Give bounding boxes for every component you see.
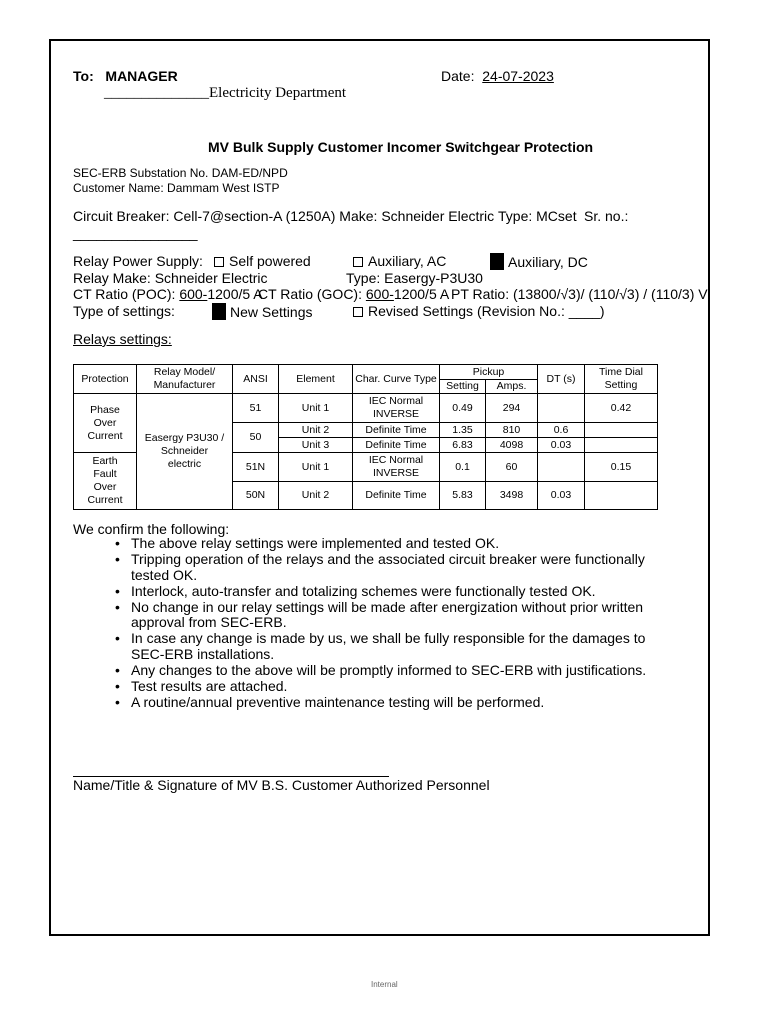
cell-tds xyxy=(585,423,658,438)
option-new-settings[interactable] xyxy=(212,303,312,320)
cell-setting: 0.49 xyxy=(440,394,486,423)
list-item: • The above relay settings were implemented and tested OK. xyxy=(131,536,671,552)
relays-settings-heading: Relays settings: xyxy=(73,331,172,347)
cell-dt: 0.03 xyxy=(538,482,585,510)
to-label: To: xyxy=(73,68,94,84)
relay-settings-table xyxy=(73,364,658,510)
date-label: Date: xyxy=(441,68,475,84)
cell-amps: 294 xyxy=(486,394,538,423)
department-line xyxy=(104,85,346,102)
header-setting: Setting xyxy=(440,380,486,394)
list-item: • Test results are attached. xyxy=(131,679,671,695)
checkbox-icon xyxy=(214,257,224,267)
header-amps: Amps. xyxy=(486,380,538,394)
cell-curve: IEC Normal INVERSE xyxy=(353,394,440,423)
ct-poc-underlined: 600- xyxy=(179,286,208,302)
list-item: • A routine/annual preventive maintenance testing will be performed. xyxy=(131,695,671,711)
to-value: MANAGER xyxy=(105,68,178,84)
date-value: 24-07-2023 xyxy=(482,68,554,84)
cell-element: Unit 3 xyxy=(279,438,353,453)
relay-type: Type: Easergy-P3U30 xyxy=(346,270,483,286)
cell-curve: IEC Normal INVERSE xyxy=(353,453,440,482)
cell-curve: Definite Time xyxy=(353,438,440,453)
checkbox-filled-icon xyxy=(490,253,504,270)
customer-line: Customer Name: Dammam West ISTP xyxy=(73,181,280,195)
to-line xyxy=(73,68,178,84)
breaker-type: Type: MCset xyxy=(498,208,577,224)
relay-make: Relay Make: Schneider Electric xyxy=(73,270,268,286)
cell-dt xyxy=(538,453,585,482)
header-model: Relay Model/ Manufacturer xyxy=(137,365,233,394)
list-item: • Any changes to the above will be promptly informed to SEC-ERB with justifications. xyxy=(131,663,671,679)
cell-element: Unit 1 xyxy=(279,453,353,482)
cell-dt: 0.03 xyxy=(538,438,585,453)
cell-tds xyxy=(585,482,658,510)
cell-element: Unit 2 xyxy=(279,482,353,510)
date-line xyxy=(441,68,554,84)
breaker-serial-label: Sr. no.: xyxy=(584,208,629,224)
ct-poc-rest: 1200/5 A xyxy=(207,286,263,302)
cell-ansi: 50 xyxy=(233,423,279,453)
cell-dt xyxy=(538,394,585,423)
substation-line: SEC-ERB Substation No. DAM-ED/NPD xyxy=(73,166,288,180)
pt-ratio: PT Ratio: (13800/√3)/ (110/√3) / (110/3) V xyxy=(451,286,708,302)
cell-dt: 0.6 xyxy=(538,423,585,438)
header-curve: Char. Curve Type xyxy=(353,365,440,394)
cell-tds xyxy=(585,438,658,453)
option-label: Auxiliary, AC xyxy=(368,253,447,269)
list-item: • In case any change is made by us, we shall be fully responsible for the damages to SEC-ERB installations. xyxy=(131,631,671,662)
table-row xyxy=(74,394,658,423)
cell-setting: 1.35 xyxy=(440,423,486,438)
cell-amps: 60 xyxy=(486,453,538,482)
signature-caption: Name/Title & Signature of MV B.S. Customer Authorized Personnel xyxy=(73,777,490,793)
header-element: Element xyxy=(279,365,353,394)
cell-ansi: 51 xyxy=(233,394,279,423)
header-pickup: Pickup xyxy=(440,365,538,380)
checkbox-filled-icon xyxy=(212,303,226,320)
cell-element: Unit 1 xyxy=(279,394,353,423)
list-item: • Tripping operation of the relays and the associated circuit breaker were functionally tested OK. xyxy=(131,552,671,583)
header-tds: Time Dial Setting xyxy=(585,365,658,394)
option-self-powered[interactable] xyxy=(214,253,311,269)
department-blank: ______________ xyxy=(104,85,209,101)
option-revised-settings[interactable] xyxy=(353,303,605,319)
ct-goc-underlined: 600- xyxy=(365,286,394,302)
option-auxiliary-ac[interactable] xyxy=(353,253,446,269)
cell-ansi: 51N xyxy=(233,453,279,482)
list-item: • Interlock, auto-transfer and totalizing schemes were functionally tested OK. xyxy=(131,584,671,600)
header-ansi: ANSI xyxy=(233,365,279,394)
cell-curve: Definite Time xyxy=(353,482,440,510)
cell-setting: 0.1 xyxy=(440,453,486,482)
ct-ratio-poc xyxy=(73,286,263,302)
option-label: New Settings xyxy=(230,304,313,320)
cell-setting: 5.83 xyxy=(440,482,486,510)
department-name: Electricity Department xyxy=(209,85,347,101)
settings-type-label: Type of settings: xyxy=(73,303,175,319)
ct-poc-prefix: CT Ratio (POC): xyxy=(73,286,180,302)
cell-tds: 0.42 xyxy=(585,394,658,423)
group-model: Easergy P3U30 / Schneider electric xyxy=(137,394,233,510)
breaker-serial-blank: ________________ xyxy=(73,225,198,241)
breaker-line: Circuit Breaker: Cell-7@section-A (1250A) Make: Schneider Electric xyxy=(73,208,495,224)
option-label: Auxiliary, DC xyxy=(508,254,588,270)
header-protection: Protection xyxy=(74,365,137,394)
document-title: MV Bulk Supply Customer Incomer Switchgear Protection xyxy=(208,139,594,155)
confirm-heading: We confirm the following: xyxy=(73,521,230,537)
checkbox-icon xyxy=(353,307,363,317)
cell-ansi: 50N xyxy=(233,482,279,510)
option-label: Self powered xyxy=(229,253,311,269)
group-earth: Earth Fault Over Current xyxy=(74,453,137,510)
cell-curve: Definite Time xyxy=(353,423,440,438)
group-phase: Phase Over Current xyxy=(74,394,137,453)
ct-goc-prefix: CT Ratio (GOC): xyxy=(258,286,366,302)
header-dt: DT (s) xyxy=(538,365,585,394)
ct-goc-rest: 1200/5 A xyxy=(393,286,450,302)
cell-amps: 810 xyxy=(486,423,538,438)
cell-element: Unit 2 xyxy=(279,423,353,438)
cell-setting: 6.83 xyxy=(440,438,486,453)
cell-amps: 3498 xyxy=(486,482,538,510)
checkbox-icon xyxy=(353,257,363,267)
ct-ratio-goc xyxy=(258,286,449,302)
cell-tds: 0.15 xyxy=(585,453,658,482)
cell-amps: 4098 xyxy=(486,438,538,453)
option-label: Revised Settings (Revision No.: ____) xyxy=(368,303,605,319)
option-auxiliary-dc[interactable] xyxy=(490,253,588,270)
power-supply-label: Relay Power Supply: xyxy=(73,253,203,269)
confirmation-list xyxy=(131,536,671,711)
footer-classification: Internal xyxy=(371,980,398,989)
list-item: • No change in our relay settings will be made after energization without prior written approval from SEC-ERB. xyxy=(131,600,671,631)
